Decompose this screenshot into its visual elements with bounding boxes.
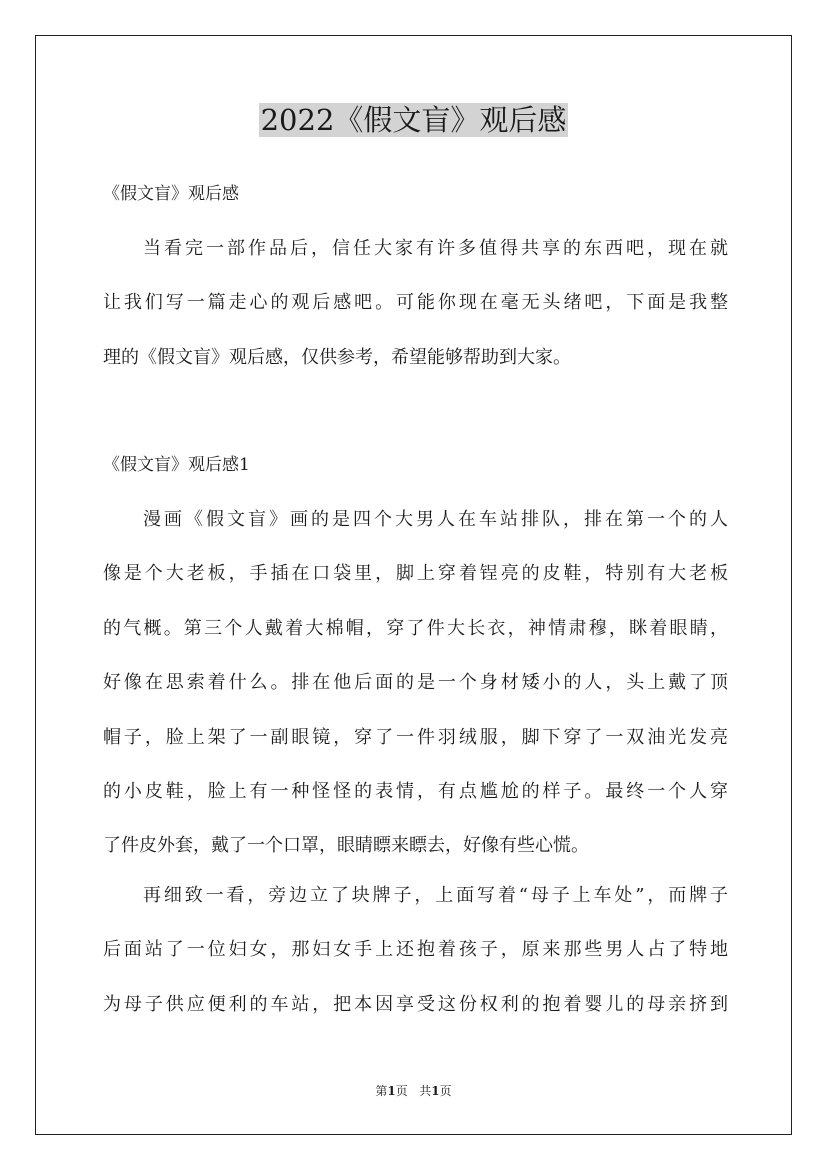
- paragraph-line: 好像在思索着什么。排在他后面的是一个身材矮小的人，头上戴了顶: [103, 672, 728, 694]
- page-total: 1: [431, 1084, 440, 1098]
- page-footer: [0, 1083, 827, 1099]
- paragraph-line: 让我们写一篇走心的观后感吧。可能你现在毫无头绪吧，下面是我整: [103, 292, 728, 314]
- document-title-text: 2022《假文盲》观后感: [260, 103, 567, 137]
- body-paragraph-2: [103, 884, 728, 1047]
- paragraph-line: 漫画《假文盲》画的是四个大男人在车站排队，排在第一个的人: [143, 509, 728, 530]
- paragraph-line: 了件皮外套，戴了一个口罩，眼睛瞟来瞟去，好像有些心慌。: [103, 835, 589, 857]
- body-paragraph-1: [103, 508, 728, 889]
- paragraph-line: 为母子供应便利的车站，把本因享受这份权利的抱着婴儿的母亲挤到: [103, 993, 728, 1015]
- paragraph-line: 理的《假文盲》观后感，仅供参考，希望能够帮助到大家。: [103, 346, 571, 368]
- section-heading: 《假文盲》观后感1: [103, 455, 250, 475]
- intro-heading: 《假文盲》观后感: [103, 184, 239, 204]
- paragraph-line: 像是个大老板，手插在口袋里，脚上穿着锃亮的皮鞋，特别有大老板: [103, 563, 728, 585]
- total-label-prefix: 共: [419, 1084, 432, 1098]
- paragraph-line: 的小皮鞋，脸上有一种怪怪的表情，有点尴尬的样子。最终一个人穿: [103, 780, 728, 802]
- page-number: 1: [387, 1084, 396, 1098]
- paragraph-line: 当看完一部作品后，信任大家有许多值得共享的东西吧，现在就: [143, 238, 728, 259]
- paragraph-line: 再细致一看，旁边立了块牌子，上面写着“母子上车处”，而牌子: [143, 885, 728, 906]
- page-label-suffix: 页: [395, 1084, 408, 1098]
- paragraph-line: 帽子，脸上架了一副眼镜，穿了一件羽绒服，脚下穿了一双油光发亮: [103, 726, 728, 748]
- document-title: [0, 100, 827, 140]
- total-label-suffix: 页: [439, 1084, 452, 1098]
- intro-paragraph: [103, 237, 728, 400]
- page-label-prefix: 第: [375, 1084, 388, 1098]
- paragraph-line: 的气概。第三个人戴着大棉帽，穿了件大长衣，神情肃穆，眯着眼睛，: [103, 617, 728, 639]
- paragraph-line: 后面站了一位妇女，那妇女手上还抱着孩子，原来那些男人占了特地: [103, 939, 728, 961]
